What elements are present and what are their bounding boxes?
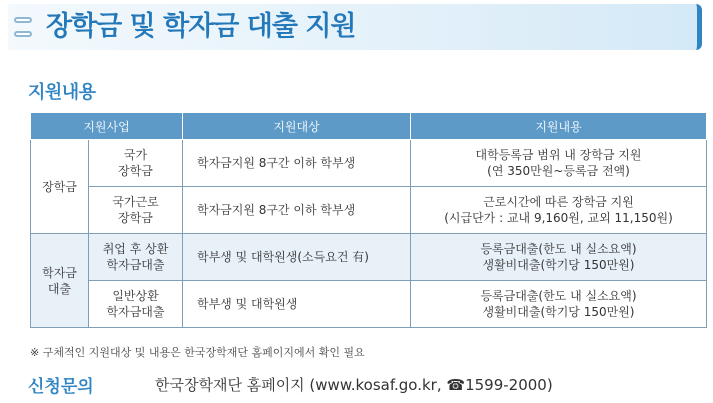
content-line: 근로시간에 따른 장학금 지원 — [483, 195, 634, 209]
program-cell — [89, 234, 183, 281]
inquiry-phone: 1599-2000) — [465, 376, 553, 394]
table-header-row — [31, 113, 707, 140]
binder-rings-icon — [14, 14, 40, 42]
table-row — [31, 234, 707, 281]
support-table — [30, 112, 707, 328]
title-banner — [8, 4, 702, 50]
target-cell: 학부생 및 대학원생 — [183, 281, 411, 328]
header-target: 지원대상 — [183, 113, 411, 140]
program-line: 일반상환 — [112, 289, 159, 303]
program-line: 국가 — [123, 148, 148, 162]
program-line: 국가근로 — [112, 195, 159, 209]
category-scholarship: 장학금 — [31, 140, 89, 234]
header-content: 지원내용 — [411, 113, 707, 140]
category-line: 대출 — [47, 281, 72, 296]
section-title: 지원내용 — [28, 82, 96, 103]
content-line: 대학등록금 범위 내 장학금 지원 — [475, 148, 642, 162]
program-cell — [89, 140, 183, 187]
content-cell — [411, 234, 707, 281]
table-row — [31, 187, 707, 234]
program-line: 학자금대출 — [106, 305, 165, 319]
target-cell: 학자금지원 8구간 이하 학부생 — [183, 140, 411, 187]
target-cell: 학자금지원 8구간 이하 학부생 — [183, 187, 411, 234]
content-line: 생활비대출(학기당 150만원) — [482, 258, 635, 272]
category-loan — [31, 234, 89, 328]
content-cell — [411, 281, 707, 328]
table-row — [31, 281, 707, 328]
inquiry-website: 한국장학재단 홈페이지 (www.kosaf.go.kr, — [155, 376, 447, 394]
page-title: 장학금 및 학자금 대출 지원 — [46, 11, 356, 42]
program-line: 장학금 — [118, 164, 153, 178]
phone-icon: ☎ — [446, 376, 466, 394]
content-line: (시급단가 : 교내 9,160원, 교외 11,150원) — [444, 211, 673, 225]
content-line: 생활비대출(학기당 150만원) — [482, 305, 635, 319]
program-cell — [89, 281, 183, 328]
content-line: 등록금대출(한도 내 실소요액) — [480, 289, 637, 303]
category-line: 학자금 — [42, 265, 77, 280]
program-line: 학자금대출 — [106, 258, 165, 272]
header-program: 지원사업 — [31, 113, 183, 140]
target-cell: 학부생 및 대학원생(소득요건 有) — [183, 234, 411, 281]
content-cell — [411, 187, 707, 234]
content-cell — [411, 140, 707, 187]
table-row — [31, 140, 707, 187]
program-cell — [89, 187, 183, 234]
content-line: (연 350만원~등록금 전액) — [487, 164, 630, 178]
footnote: ※ 구체적인 지원대상 및 내용은 한국장학재단 홈페이지에서 확인 필요 — [30, 346, 365, 359]
program-line: 취업 후 상환 — [102, 242, 169, 256]
inquiry-label: 신청문의 — [28, 377, 94, 397]
content-line: 등록금대출(한도 내 실소요액) — [480, 242, 637, 256]
program-line: 장학금 — [118, 211, 153, 225]
inquiry-info — [155, 374, 553, 395]
